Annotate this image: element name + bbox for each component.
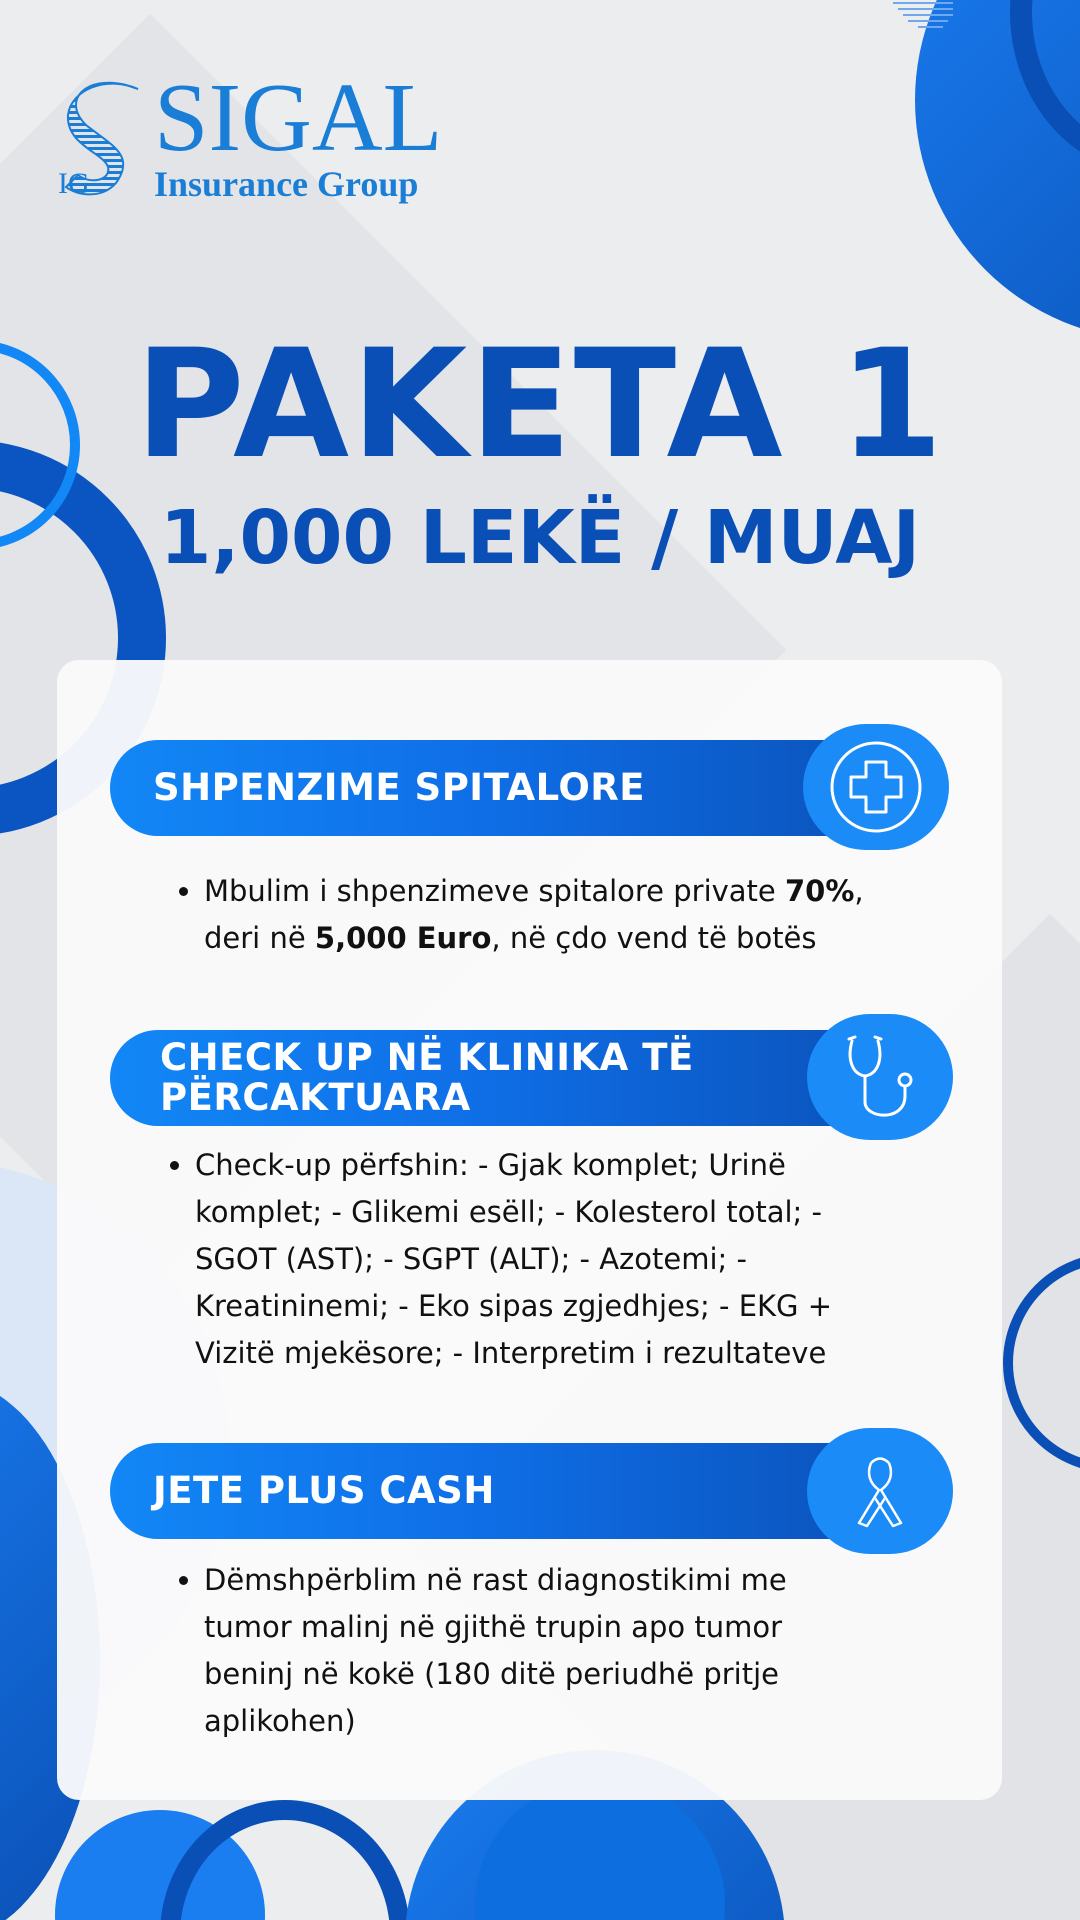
logo-subtitle: Insurance Group xyxy=(154,164,419,204)
list-item: • Check-up përfshin: - Gjak komplet; Urinë komplet; - Glikemi esëll; - Kolesterol total; - SGOT (AST); - SGPT (ALT); - Azotemi; - Kreatininemi; - Eko sipas zgjedhjes; - EKG + Vizitë mjekësore; - Interpretim i rezultateve xyxy=(195,1142,873,1377)
medical-cross-icon xyxy=(803,724,949,850)
awareness-ribbon-icon xyxy=(807,1428,953,1554)
section-body-cash xyxy=(182,1557,812,1745)
logo-wordmark: SIGAL xyxy=(154,64,443,172)
package-title: PAKETA 1 xyxy=(134,318,946,492)
sigal-logo xyxy=(56,64,456,205)
icon-badge xyxy=(807,1014,953,1140)
stethoscope-icon xyxy=(807,1014,953,1140)
list-item: • Mbulim i shpenzimeve spitalore private 70%, deri në 5,000 Euro, në çdo vend të botës xyxy=(204,868,902,962)
section-heading: SHPENZIME SPITALORE xyxy=(153,766,646,809)
icon-badge xyxy=(807,1428,953,1554)
section-body-hospital xyxy=(182,868,902,962)
icon-badge xyxy=(803,724,949,850)
section-heading: JETE PLUS CASH xyxy=(153,1469,495,1512)
logo-ig-tag: IG xyxy=(58,167,90,200)
section-heading: CHECK UP NË KLINIKA TË PËRCAKTUARA xyxy=(160,1036,694,1119)
list-item: • Dëmshpërblim në rast diagnostikimi me tumor malinj në gjithë trupin apo tumor beninj në kokë (180 ditë periudhë pritje aplikohen) xyxy=(204,1557,812,1745)
package-price: 1,000 LEKË / MUAJ xyxy=(159,495,921,581)
section-body-checkup xyxy=(173,1142,873,1377)
decor-stripes xyxy=(893,0,953,32)
